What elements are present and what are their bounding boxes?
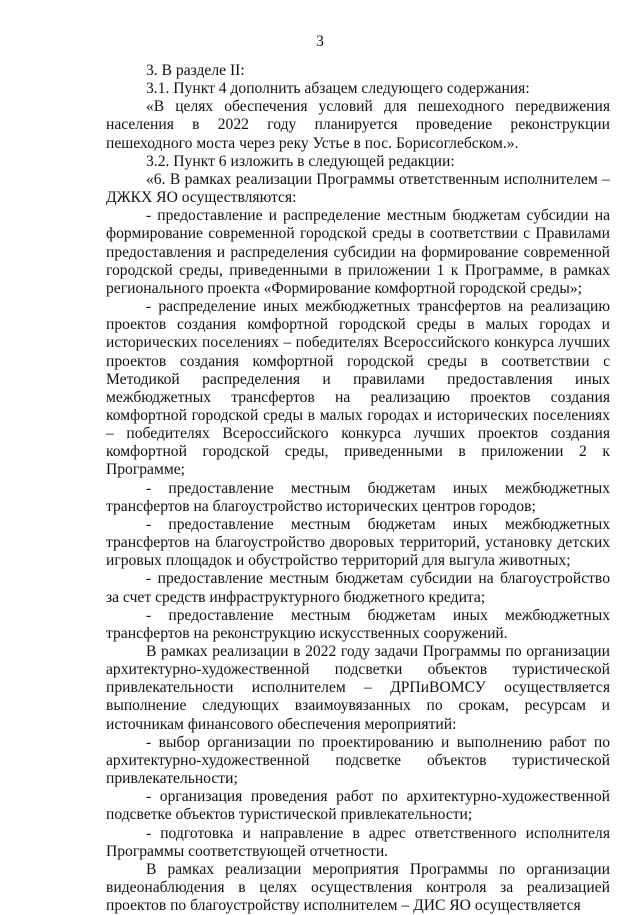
paragraph-architectural-lighting: В рамках реализации в 2022 году задачи Программы по организации архитектурно-художественной подсветки объектов туристической привлекательности исполнителем – ДРПиВОМСУ осуществляется выполнение следующих взаимоувязанных по срокам, ресурсам и источникам финансового обеспечения мероприятий: (106, 643, 610, 733)
page-number: 3 (316, 33, 324, 50)
list-item-reporting: - подготовка и направление в адрес ответственного исполнителя Программы соответствующей отчетности. (106, 824, 610, 860)
list-item-infrastructure-credit: - предоставление местным бюджетам субсидии на благоустройство за счет средств инфраструктурного бюджетного кредита; (106, 570, 610, 606)
list-item-courtyards: - предоставление местным бюджетам иных межбюджетных трансфертов на благоустройство дворовых территорий, установку детских игровых площадок и обустройство территорий для выгула животных; (106, 515, 610, 570)
list-item-organize-works: - организация проведения работ по архитектурно-художественной подсветке объектов туристической привлекательности; (106, 788, 610, 824)
list-item-artificial-structures: - предоставление местным бюджетам иных межбюджетных трансфертов на реконструкцию искусственных сооружений. (106, 606, 610, 642)
list-item-historic-centers: - предоставление местным бюджетам иных межбюджетных трансфертов на благоустройство исторических центров городов; (106, 479, 610, 515)
paragraph-quote-pedestrian-bridge: «В целях обеспечения условий для пешеходного передвижения населения в 2022 году планируется проведение реконструкции пешеходного моста через реку Устье в пос. Борисоглебском.». (106, 98, 610, 152)
paragraph-item-3-1: 3.1. Пункт 4 дополнить абзацем следующего содержания: (146, 80, 530, 98)
list-item-transfers-small-towns: - распределение иных межбюджетных трансфертов на реализацию проектов создания комфортной городской среды в малых городах и исторических поселениях – победителях Всероссийского конкурса лучших проектов создания комфортной городской среды в соответствии с Методикой распределения и правилами предоставления иных межбюджетных трансфертов на реализацию проектов создания комфортной городской среды в малых городах и исторических поселениях – победителях Всероссийского конкурса лучших проектов создания комфортной городской среды, приведенными в приложении 2 к Программе; (106, 298, 610, 479)
paragraph-item-6-intro: «6. В рамках реализации Программы ответственным исполнителем – ДЖКХ ЯО осуществляются: (106, 170, 610, 207)
list-item-select-organization: - выбор организации по проектированию и выполнению работ по архитектурно-художественной подсветке объектов туристической привлекательности; (106, 733, 610, 788)
paragraph-item-3-2: 3.2. Пункт 6 изложить в следующей редакции: (146, 152, 455, 170)
list-item-subsidy-urban-environment: - предоставление и распределение местным бюджетам субсидии на формирование современной городской среды в соответствии с Правилами предоставления и распределения субсидии на формирование современной городской среды, приведенными в приложении 1 к Программе, в рамках регионального проекта «Формирование комфортной городской среды»; (106, 207, 610, 297)
paragraph-section-heading: 3. В разделе II: (146, 62, 245, 79)
document-body (106, 62, 610, 915)
paragraph-video-surveillance: В рамках реализации мероприятия Программы по организации видеонаблюдения в целях осуществления контроля за реализацией проектов по благоустройству исполнителем – ДИС ЯО осуществляется (106, 860, 610, 915)
